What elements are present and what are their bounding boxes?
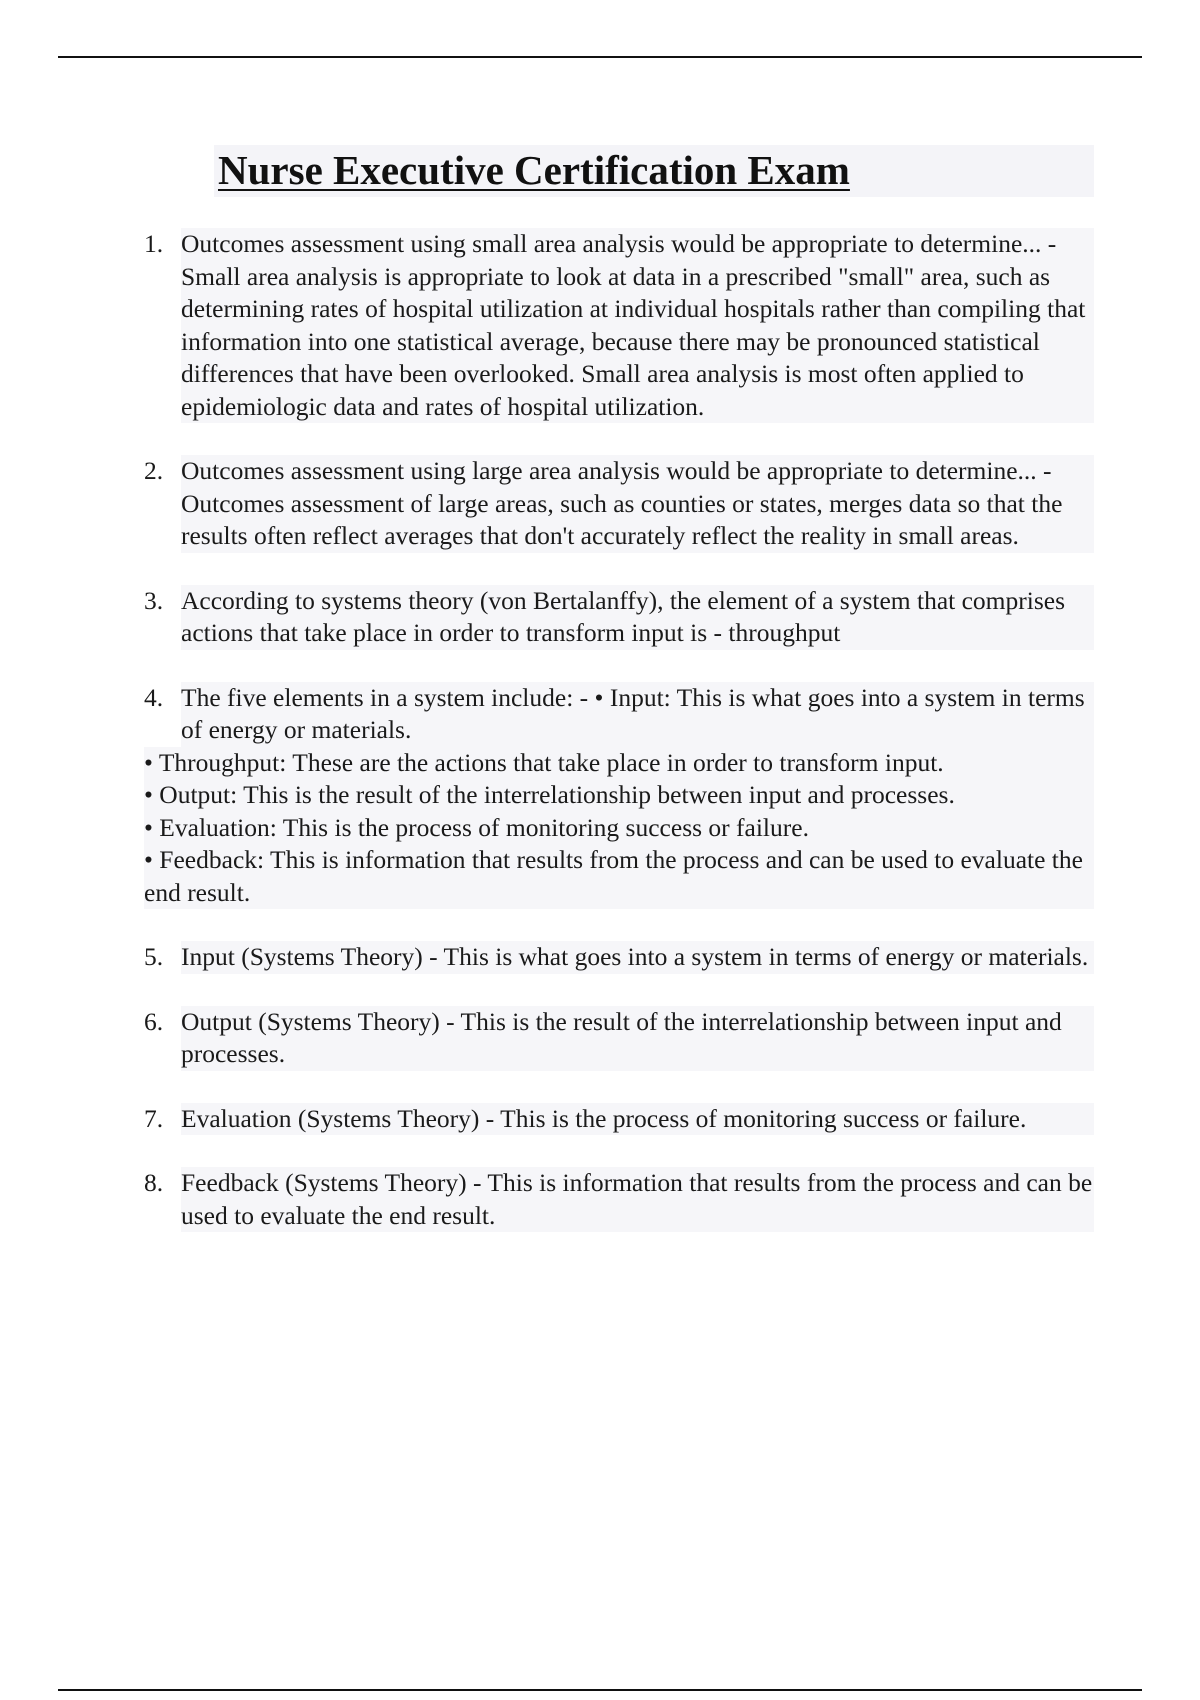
item-number: 3. <box>144 585 164 615</box>
item-text: Outcomes assessment using small area analysis would be appropriate to determine... - Small area analysis is appropriate to look at data in a prescribed "small" area, such as determining rates of hospital utilization at individual hospitals rather than compiling that information into one statistical average, because there may be pronounced statistical differences that have been overlooked. Small area analysis is most often applied to epidemiologic data and rates of hospital utilization. <box>181 228 1094 423</box>
bullet-throughput: • Throughput: These are the actions that take place in order to transform input. <box>144 747 944 777</box>
item-number: 8. <box>144 1168 164 1197</box>
list-item <box>144 455 1094 553</box>
item-text: Output (Systems Theory) - This is the result of the interrelationship between input and processes. <box>181 1006 1094 1071</box>
list-item <box>144 1167 1094 1232</box>
item-number: 2. <box>144 456 164 485</box>
list-item <box>144 228 1094 423</box>
item-number: 1. <box>144 229 164 258</box>
top-rule <box>58 56 1142 58</box>
document-title: Nurse Executive Certification Exam <box>218 147 850 193</box>
item-text: Outcomes assessment using large area analysis would be appropriate to determine... - Outcomes assessment of large areas, such as counties or states, merges data so that the results often reflect averages that don't accurately reflect the reality in small areas. <box>181 455 1094 553</box>
item-text: Feedback (Systems Theory) - This is information that results from the process and can be used to evaluate the end result. <box>181 1167 1094 1232</box>
list-item <box>144 941 1094 974</box>
question-list <box>144 228 1094 1264</box>
list-item <box>144 585 1094 650</box>
item-text: Evaluation (Systems Theory) - This is the process of monitoring success or failure. <box>181 1103 1094 1136</box>
item-number: 4. <box>144 682 164 712</box>
bullet-output: • Output: This is the result of the interrelationship between input and processes. <box>144 780 955 809</box>
item-text: The five elements in a system include: - • Input: This is what goes into a system in terms of energy or materials. <box>181 682 1094 747</box>
list-item <box>144 1006 1094 1071</box>
item-text: According to systems theory (von Bertalanffy), the element of a system that comprises actions that take place in order to transform input is - throughput <box>181 585 1094 650</box>
item-number: 7. <box>144 1103 164 1133</box>
item-number: 5. <box>144 942 164 971</box>
list-item <box>144 1103 1094 1136</box>
item-text: Input (Systems Theory) - This is what goes into a system in terms of energy or materials. <box>181 941 1094 974</box>
list-item <box>144 682 1094 910</box>
system-elements-bullets <box>144 747 1094 910</box>
bottom-rule <box>58 1689 1142 1691</box>
item-number: 6. <box>144 1006 164 1036</box>
bullet-feedback: • Feedback: This is information that results from the process and can be used to evaluate the end result. <box>144 845 1083 907</box>
bullet-evaluation: • Evaluation: This is the process of monitoring success or failure. <box>144 812 809 842</box>
